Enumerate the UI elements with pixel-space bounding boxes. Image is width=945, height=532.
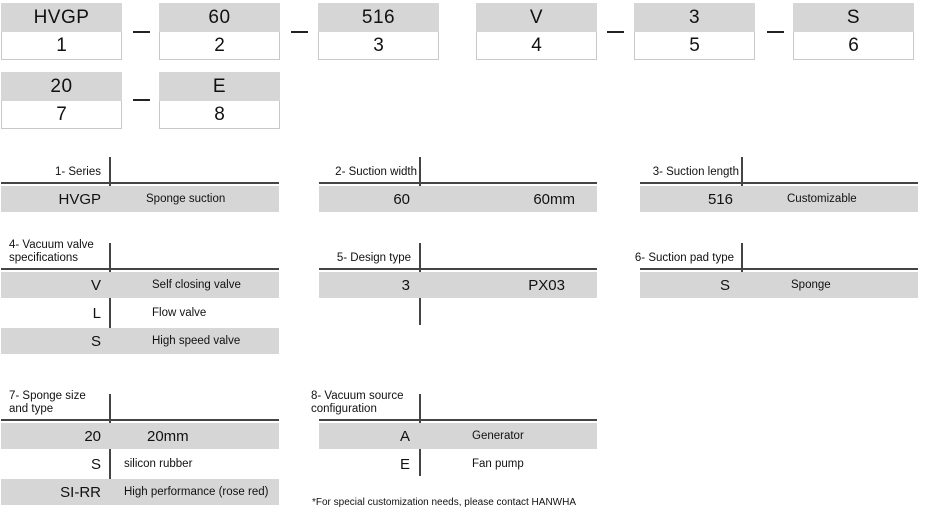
table-title-line2: and type [9,403,54,415]
table-title: 2- Suction width [335,166,417,178]
row-desc: 60mm [533,190,575,208]
row-code: S [90,455,101,473]
table-title: 1- Series [54,166,101,178]
code-separator [607,31,624,33]
table-title: 6- Suction pad type [634,252,734,264]
code-separator [133,31,150,33]
table-title: 5- Design type [336,252,411,264]
table-row [1,451,279,477]
row-code: 60 [393,190,410,208]
table-row [1,272,279,298]
table-header [640,157,918,184]
code-index: 7 [1,101,122,129]
code-separator [767,31,784,33]
table-row [319,272,597,298]
table-row [319,186,597,212]
row-code: A [399,427,410,445]
row-code: L [92,304,101,322]
code-segment-1 [1,3,122,60]
row-desc: Self closing valve [152,279,241,291]
code-segment-4 [476,3,597,60]
code-value: HVGP [1,3,122,32]
table-title [9,239,94,265]
table-row [640,186,918,212]
row-desc: High performance (rose red) [124,486,269,498]
code-segment-3 [318,3,439,60]
row-code: HVGP [58,190,101,208]
table-title-line1: 4- Vacuum valve [9,239,94,251]
table-title-line1: 8- Vacuum source [311,390,404,402]
row-code: 516 [707,190,733,208]
row-desc: Customizable [787,193,857,205]
code-index: 6 [793,32,914,60]
code-value: 60 [159,3,280,32]
row-desc: silicon rubber [124,458,193,470]
table-row [1,328,279,354]
code-index: 2 [159,32,280,60]
code-separator [291,31,308,33]
suction-width-table [319,157,597,212]
table-header [1,239,279,270]
row-desc: Generator [472,430,524,442]
sponge-size-table [1,390,279,505]
table-title-line2: configuration [311,403,377,415]
table-row [640,272,918,298]
table-row [319,423,597,449]
series-table [1,157,279,212]
suction-length-table [640,157,918,212]
table-header [319,243,597,270]
code-value: 516 [318,3,439,32]
table-header [1,390,279,421]
row-code: 20 [84,427,101,445]
code-index: 4 [476,32,597,60]
row-desc: PX03 [528,276,565,294]
table-row [1,479,279,505]
suction-pad-table [634,243,918,298]
table-row [1,186,279,212]
code-segment-5 [634,3,755,60]
code-value: E [159,72,280,101]
code-segment-6 [793,3,914,60]
row-desc: 20mm [147,427,189,445]
row-code: SI-RR [60,483,101,501]
code-index: 8 [159,101,280,129]
table-header [634,243,918,270]
table-title [9,390,86,416]
code-index: 5 [634,32,755,60]
code-value: 3 [634,3,755,32]
footnote: *For special customization needs, please contact HANWHA [312,497,577,508]
row-desc: Fan pump [472,458,524,470]
table-row [1,300,279,326]
design-type-table [319,243,597,298]
table-title [311,390,403,416]
code-value: 20 [1,72,122,101]
row-desc: High speed valve [152,335,241,347]
vacuum-valve-table [1,239,279,354]
row-code: V [90,276,101,294]
code-index: 1 [1,32,122,60]
row-desc: Flow valve [152,307,207,319]
row-desc: Sponge suction [146,193,226,205]
table-row [1,423,279,449]
row-code: E [399,455,410,473]
code-segment-7 [1,72,122,129]
code-segment-8 [159,72,280,129]
row-code: S [90,332,101,350]
table-header [1,157,279,184]
vacuum-source-table [311,390,597,477]
table-header [311,390,597,421]
table-title: 3- Suction length [652,166,739,178]
row-code: 3 [401,276,410,294]
code-separator [133,99,150,101]
table-title-line1: 7- Sponge size [9,390,86,402]
code-value: S [793,3,914,32]
row-desc: Sponge [791,279,831,291]
row-code: S [719,276,730,294]
code-index: 3 [318,32,439,60]
code-value: V [476,3,597,32]
table-row [319,451,597,477]
table-title-line2: specifications [9,252,79,264]
table-header [319,157,597,184]
code-segment-2 [159,3,280,60]
